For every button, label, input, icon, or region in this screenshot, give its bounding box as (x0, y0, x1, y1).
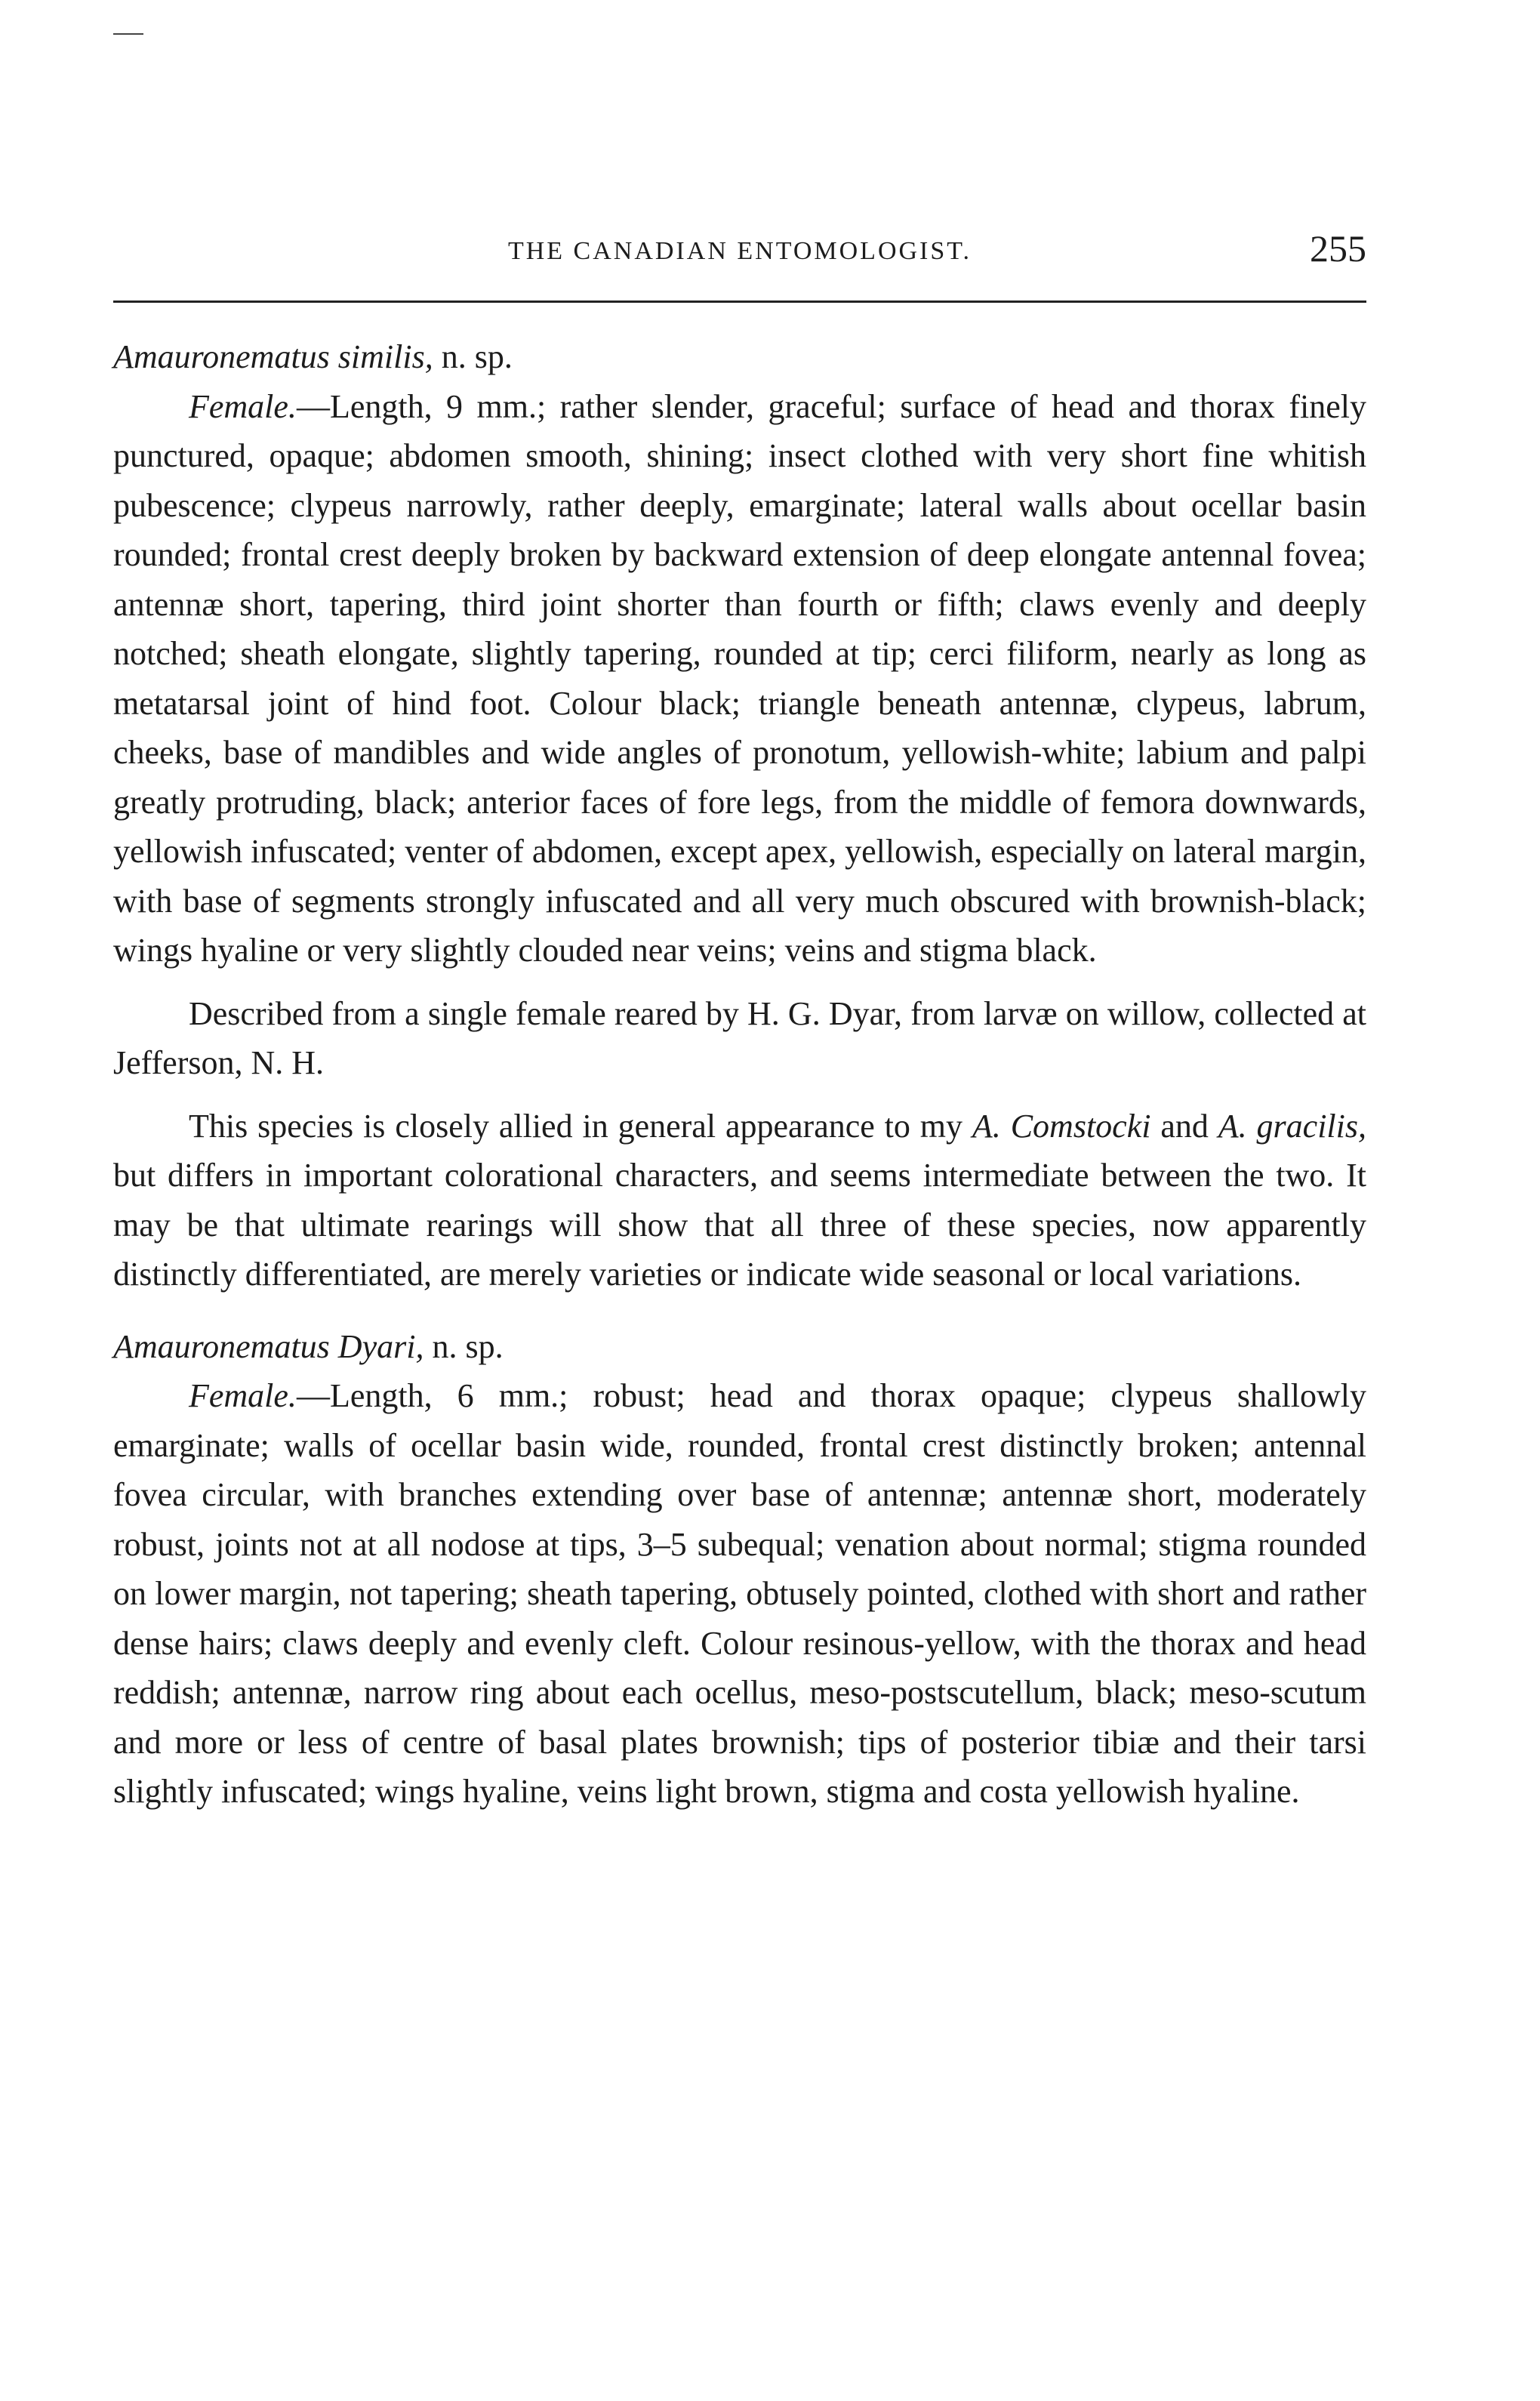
page-number: 255 (1310, 227, 1366, 270)
species-name: Amauronematus similis, (113, 338, 433, 375)
provenance-similis: Described from a single female reared by H. G. Dyar, from larvæ on willow, collected at Jefferson, N. H. (113, 994, 1366, 1081)
remarks-end: but differs in important colorational characters, and seems intermediate between the two. It may be that ultimate rearings will show that all three of these species, now apparently distinctly differentiated, are merely varieties or indicate wide seasonal or local variations. (113, 1157, 1366, 1293)
description-text: —Length, 6 mm.; robust; head and thorax opaque; clypeus shallowly emarginate; walls of ocellar basin wide, rounded, frontal crest distinctly broken; antennal fovea circular, with branches extending over base of antennæ; antennæ short, moderately robust, joints not at all nodose at tips, 3–5 subequal; venation about normal; stigma rounded on lower margin, not tapering; sheath tapering, obtusely pointed, clothed with short and rather dense hairs; claws deeply and evenly cleft. Colour resinous-yellow, with the thorax and head reddish; antennæ, narrow ring about each ocellus, meso-postscutellum, black; meso-scutum and more or less of centre of basal plates brownish; tips of posterior tibiæ and their tarsi slightly infuscated; wings hyaline, veins light brown, stigma and costa yellowish hyaline. (113, 1377, 1366, 1810)
article-body (113, 332, 1366, 1817)
remarks-and: and (1150, 1107, 1218, 1145)
species-reference-gracilis: A. gracilis, (1218, 1107, 1367, 1145)
remarks-start: This species is closely allied in general appearance to my (189, 1107, 972, 1145)
sex-label: Female. (189, 387, 297, 425)
remarks-similis (113, 1102, 1366, 1299)
description-similis (113, 382, 1366, 976)
species-heading-similis (113, 332, 1366, 382)
sex-label: Female. (189, 1377, 297, 1414)
new-species-marker: n. sp. (441, 338, 513, 375)
species-name: Amauronematus Dyari, (113, 1327, 424, 1365)
description-text: —Length, 9 mm.; rather slender, graceful; surface of head and thorax finely punctured, opaque; abdomen smooth, shining; insect clothed with very short fine whitish pubescence; clypeus narrowly, rather deeply, emarginate; lateral walls about ocellar basin rounded; frontal crest deeply broken by backward extension of deep elongate antennal fovea; antennæ short, tapering, third joint shorter than fourth or fifth; claws evenly and deeply notched; sheath elongate, slightly tapering, rounded at tip; cerci filiform, nearly as long as metatarsal joint of hind foot. Colour black; triangle beneath antennæ, clypeus, labrum, cheeks, base of mandibles and wide angles of pronotum, yellowish-white; labium and palpi greatly protruding, black; anterior faces of fore legs, from the middle of femora downwards, yellowish infuscated; venter of abdomen, except apex, yellowish, especially on lateral margin, with base of segments strongly infuscated and all very much obscured with brownish-black; wings hyaline or very slightly clouded near veins; veins and stigma black. (113, 387, 1366, 969)
header-rule (113, 301, 1366, 303)
running-title: THE CANADIAN ENTOMOLOGIST. (507, 237, 972, 265)
page-header (113, 227, 1366, 279)
new-species-marker: n. sp. (432, 1327, 504, 1365)
page (113, 0, 1366, 2401)
description-dyari (113, 1371, 1366, 1817)
species-heading-dyari (113, 1322, 1366, 1372)
margin-mark (113, 33, 143, 35)
species-reference-comstocki: A. Comstocki (972, 1107, 1151, 1145)
